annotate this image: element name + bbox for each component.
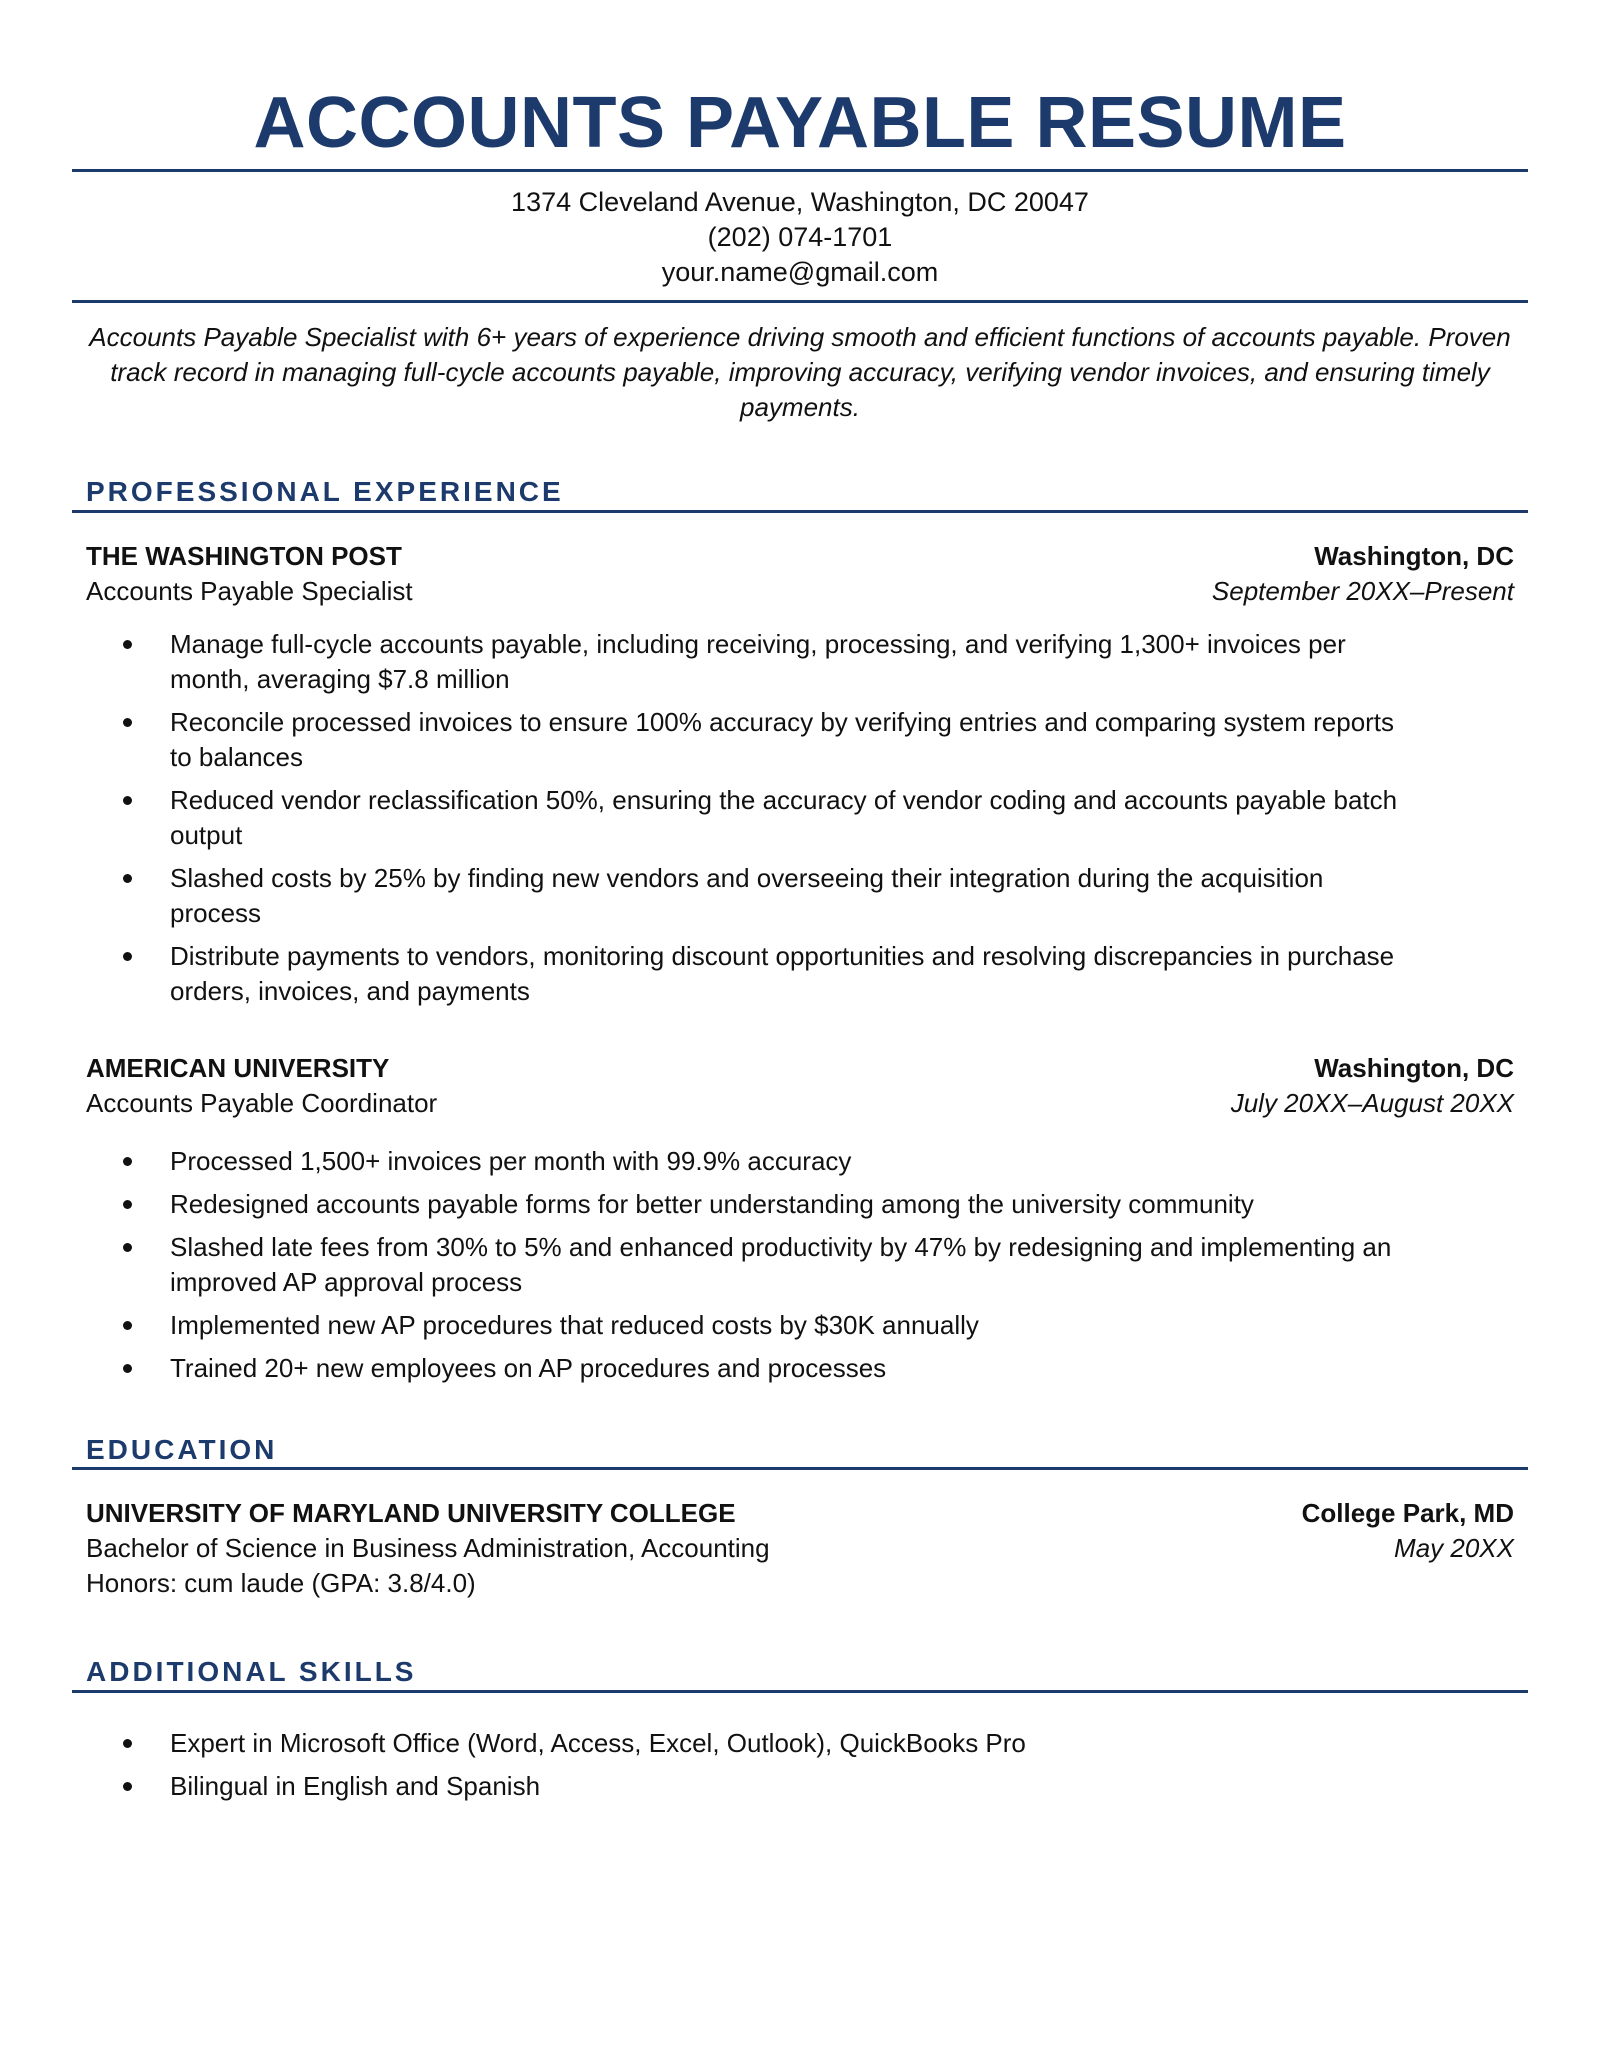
- contact-email: your.name@gmail.com: [661, 257, 939, 287]
- bullet-icon: [123, 1157, 132, 1166]
- bullet-text: Trained 20+ new employees on AP procedures and processes: [170, 1353, 887, 1383]
- contact-phone: (202) 074-1701: [707, 222, 893, 252]
- header-top-rule: [72, 169, 1528, 172]
- education-rule: [72, 1467, 1528, 1470]
- bullet-icon: [123, 874, 132, 883]
- bullet-text: Reduced vendor reclassification 50%, ensuring the accuracy of vendor coding and accounts payable batch output: [170, 785, 1398, 850]
- list-item: [86, 939, 1416, 1009]
- experience-rule: [72, 510, 1528, 513]
- bullet-text: Slashed late fees from 30% to 5% and enhanced productivity by 47% by redesigning and implementing an improved AP approval process: [170, 1232, 1392, 1297]
- education-honors: Honors: cum laude (GPA: 3.8/4.0): [86, 1568, 476, 1598]
- bullet-text: Bilingual in English and Spanish: [170, 1771, 541, 1801]
- bullet-icon: [123, 1243, 132, 1252]
- bullet-icon: [123, 718, 132, 727]
- job-location: Washington, DC: [1314, 541, 1514, 571]
- bullet-icon: [123, 1782, 132, 1791]
- professional-summary: Accounts Payable Specialist with 6+ years of experience driving smooth and efficient functions of accounts payable. Proven track record in managing full-cycle accounts payable, improving accuracy, verifying vendor invoices, and ensuring timely payments.: [89, 322, 1511, 422]
- job-company: AMERICAN UNIVERSITY: [86, 1053, 390, 1083]
- bullet-icon: [123, 1739, 132, 1748]
- job-bullet-list: [86, 627, 1416, 1017]
- job-role: Accounts Payable Coordinator: [86, 1088, 438, 1118]
- job-dates: July 20XX–August 20XX: [1230, 1088, 1514, 1118]
- list-item: [86, 705, 1416, 775]
- bullet-text: Distribute payments to vendors, monitoring discount opportunities and resolving discrepancies in purchase orders, invoices, and payments: [170, 941, 1395, 1006]
- bullet-text: Manage full-cycle accounts payable, including receiving, processing, and verifying 1,300+ invoices per month, averaging $7.8 million: [170, 629, 1346, 694]
- header-bottom-rule: [72, 300, 1528, 303]
- list-item: [86, 1769, 1416, 1804]
- bullet-icon: [123, 952, 132, 961]
- bullet-text: Slashed costs by 25% by finding new vendors and overseeing their integration during the acquisition process: [170, 863, 1324, 928]
- bullet-icon: [123, 1200, 132, 1209]
- list-item: [86, 1187, 1416, 1222]
- skills-bullet-list: [86, 1726, 1416, 1812]
- education-location: College Park, MD: [1301, 1498, 1514, 1528]
- job-dates: September 20XX–Present: [1211, 576, 1514, 606]
- resume-title: ACCOUNTS PAYABLE RESUME: [253, 83, 1347, 163]
- job-company: THE WASHINGTON POST: [86, 541, 402, 571]
- education-degree: Bachelor of Science in Business Administration, Accounting: [86, 1533, 770, 1563]
- list-item: [86, 1144, 1416, 1179]
- skills-rule: [72, 1690, 1528, 1693]
- section-heading-education: EDUCATION: [86, 1434, 278, 1465]
- bullet-text: Redesigned accounts payable forms for better understanding among the university community: [170, 1189, 1254, 1219]
- list-item: [86, 783, 1416, 853]
- list-item: [86, 1308, 1416, 1343]
- bullet-icon: [123, 640, 132, 649]
- list-item: [86, 1230, 1416, 1300]
- list-item: [86, 1726, 1416, 1761]
- section-heading-experience: PROFESSIONAL EXPERIENCE: [86, 476, 564, 507]
- job-bullet-list: [86, 1144, 1416, 1394]
- list-item: [86, 1351, 1416, 1386]
- bullet-icon: [123, 796, 132, 805]
- bullet-text: Implemented new AP procedures that reduced costs by $30K annually: [170, 1310, 979, 1340]
- job-location: Washington, DC: [1314, 1053, 1514, 1083]
- education-date: May 20XX: [1394, 1533, 1514, 1563]
- section-heading-skills: ADDITIONAL SKILLS: [86, 1656, 417, 1687]
- contact-address: 1374 Cleveland Avenue, Washington, DC 20047: [511, 187, 1089, 217]
- bullet-icon: [123, 1364, 132, 1373]
- list-item: [86, 627, 1416, 697]
- list-item: [86, 861, 1416, 931]
- job-role: Accounts Payable Specialist: [86, 576, 413, 606]
- bullet-icon: [123, 1321, 132, 1330]
- bullet-text: Expert in Microsoft Office (Word, Access, Excel, Outlook), QuickBooks Pro: [170, 1728, 1026, 1758]
- education-school: UNIVERSITY OF MARYLAND UNIVERSITY COLLEGE: [86, 1498, 736, 1528]
- bullet-text: Processed 1,500+ invoices per month with 99.9% accuracy: [170, 1146, 852, 1176]
- bullet-text: Reconcile processed invoices to ensure 100% accuracy by verifying entries and comparing system reports to balances: [170, 707, 1395, 772]
